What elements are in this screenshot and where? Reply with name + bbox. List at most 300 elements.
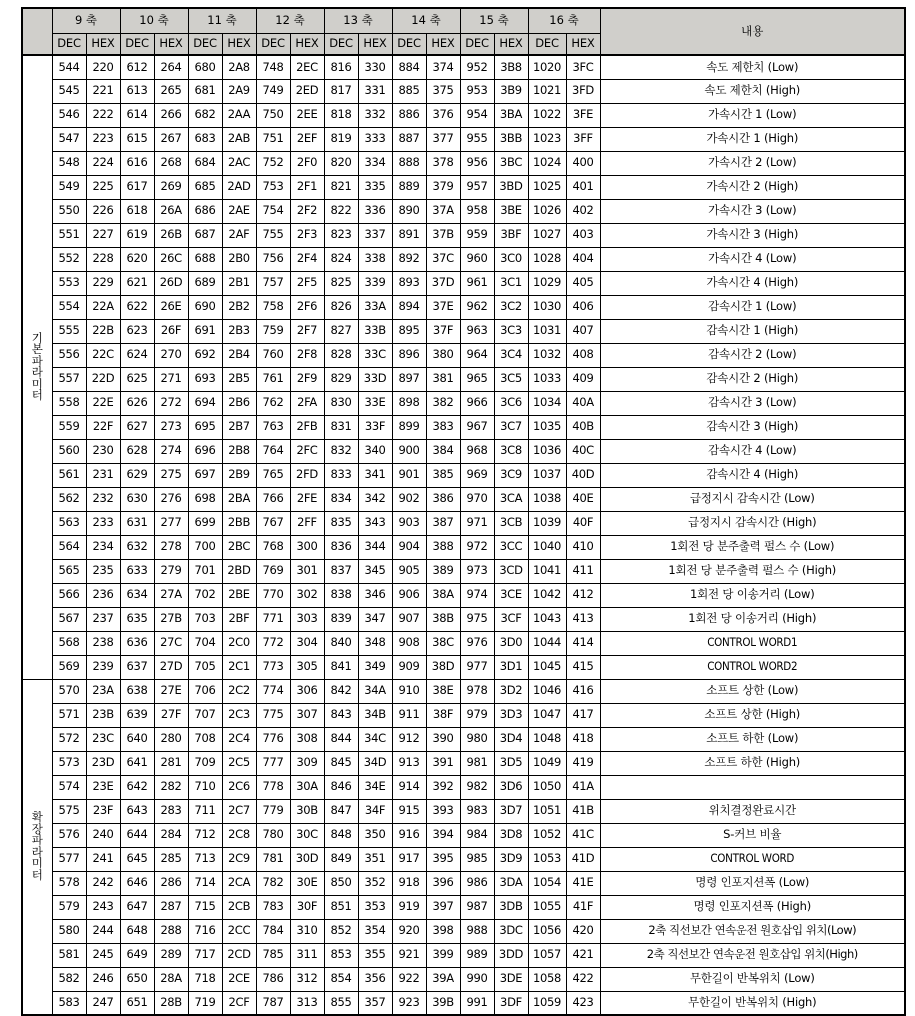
cell-content-description: 소프트 상한 (Low) — [600, 679, 905, 703]
cell-axis9-dec: 545 — [52, 79, 86, 103]
cell-axis12-dec: 750 — [256, 103, 290, 127]
cell-axis14-hex: 384 — [426, 439, 460, 463]
cell-axis14-dec: 912 — [392, 727, 426, 751]
cell-content-description: 속도 제한치 (High) — [600, 79, 905, 103]
cell-axis10-hex: 287 — [154, 895, 188, 919]
cell-axis10-dec: 647 — [120, 895, 154, 919]
cell-axis16-hex: 415 — [566, 655, 600, 679]
cell-axis9-hex: 231 — [86, 463, 120, 487]
cell-axis13-dec: 818 — [324, 103, 358, 127]
header-hex-9: HEX — [86, 33, 120, 55]
cell-axis15-dec: 970 — [460, 487, 494, 511]
cell-axis11-dec: 706 — [188, 679, 222, 703]
cell-axis15-hex: 3D2 — [494, 679, 528, 703]
cell-axis11-hex: 2BF — [222, 607, 256, 631]
cell-axis11-hex: 2BE — [222, 583, 256, 607]
cell-axis10-dec: 637 — [120, 655, 154, 679]
cell-axis10-hex: 284 — [154, 823, 188, 847]
cell-axis14-dec: 895 — [392, 319, 426, 343]
cell-axis14-dec: 897 — [392, 367, 426, 391]
table-header — [22, 8, 905, 55]
cell-axis14-dec: 896 — [392, 343, 426, 367]
cell-axis12-hex: 30A — [290, 775, 324, 799]
cell-axis12-hex: 2F3 — [290, 223, 324, 247]
cell-axis16-hex: 420 — [566, 919, 600, 943]
cell-axis11-hex: 2B9 — [222, 463, 256, 487]
cell-axis11-hex: 2AB — [222, 127, 256, 151]
cell-axis14-dec: 913 — [392, 751, 426, 775]
table-row — [22, 415, 905, 439]
cell-axis10-dec: 648 — [120, 919, 154, 943]
cell-axis10-hex: 26F — [154, 319, 188, 343]
cell-axis12-dec: 780 — [256, 823, 290, 847]
cell-axis15-dec: 957 — [460, 175, 494, 199]
cell-content-description: 가속시간 4 (Low) — [600, 247, 905, 271]
cell-content-description: 2축 직선보간 연속운전 원호삽입 위치(Low) — [600, 919, 905, 943]
cell-axis9-dec: 573 — [52, 751, 86, 775]
cell-axis16-dec: 1059 — [528, 991, 566, 1015]
cell-axis14-hex: 398 — [426, 919, 460, 943]
table-row — [22, 823, 905, 847]
cell-content-description: 명령 인포지션폭 (High) — [600, 895, 905, 919]
cell-axis10-hex: 27F — [154, 703, 188, 727]
header-dec-16: DEC — [528, 33, 566, 55]
cell-axis15-hex: 3BE — [494, 199, 528, 223]
cell-axis13-hex: 355 — [358, 943, 392, 967]
cell-axis11-dec: 698 — [188, 487, 222, 511]
cell-axis16-hex: 401 — [566, 175, 600, 199]
cell-axis15-hex: 3CE — [494, 583, 528, 607]
cell-axis13-dec: 848 — [324, 823, 358, 847]
section-label-extended-parameter — [22, 679, 52, 1015]
cell-axis15-dec: 980 — [460, 727, 494, 751]
cell-axis14-hex: 37A — [426, 199, 460, 223]
cell-axis15-dec: 953 — [460, 79, 494, 103]
cell-axis12-hex: 302 — [290, 583, 324, 607]
cell-content-description: 위치결정완료시간 — [600, 799, 905, 823]
cell-content-description: CONTROL WORD2 — [600, 655, 905, 679]
cell-axis15-dec: 955 — [460, 127, 494, 151]
cell-axis10-hex: 28A — [154, 967, 188, 991]
cell-axis15-dec: 991 — [460, 991, 494, 1015]
cell-axis9-dec: 572 — [52, 727, 86, 751]
header-content: 내용 — [600, 8, 905, 55]
cell-axis10-dec: 615 — [120, 127, 154, 151]
cell-axis15-hex: 3DF — [494, 991, 528, 1015]
cell-axis10-hex: 283 — [154, 799, 188, 823]
cell-axis13-hex: 33D — [358, 367, 392, 391]
cell-axis12-hex: 2FF — [290, 511, 324, 535]
cell-axis14-hex: 38B — [426, 607, 460, 631]
cell-axis16-hex: 41C — [566, 823, 600, 847]
cell-axis11-dec: 689 — [188, 271, 222, 295]
cell-axis15-dec: 965 — [460, 367, 494, 391]
cell-axis15-dec: 988 — [460, 919, 494, 943]
cell-axis14-hex: 38F — [426, 703, 460, 727]
cell-axis10-hex: 288 — [154, 919, 188, 943]
cell-axis10-hex: 281 — [154, 751, 188, 775]
cell-axis13-dec: 836 — [324, 535, 358, 559]
cell-axis13-dec: 838 — [324, 583, 358, 607]
section-label-char: 파 — [31, 353, 43, 368]
cell-axis10-dec: 612 — [120, 55, 154, 79]
cell-axis12-dec: 759 — [256, 319, 290, 343]
section-label-char: 장 — [31, 821, 43, 836]
cell-axis16-dec: 1032 — [528, 343, 566, 367]
cell-axis13-dec: 817 — [324, 79, 358, 103]
cell-axis14-dec: 921 — [392, 943, 426, 967]
cell-axis13-dec: 841 — [324, 655, 358, 679]
cell-axis15-dec: 977 — [460, 655, 494, 679]
cell-axis12-dec: 758 — [256, 295, 290, 319]
cell-axis16-dec: 1024 — [528, 151, 566, 175]
cell-axis9-hex: 23F — [86, 799, 120, 823]
cell-axis12-hex: 30D — [290, 847, 324, 871]
table-row — [22, 439, 905, 463]
cell-axis9-hex: 244 — [86, 919, 120, 943]
cell-axis15-dec: 966 — [460, 391, 494, 415]
cell-axis12-hex: 2F8 — [290, 343, 324, 367]
cell-axis11-hex: 2C4 — [222, 727, 256, 751]
section-label-char: 본 — [31, 342, 43, 357]
cell-axis11-dec: 707 — [188, 703, 222, 727]
table-row — [22, 247, 905, 271]
cell-content-description: CONTROL WORD — [600, 847, 905, 871]
cell-axis12-hex: 2ED — [290, 79, 324, 103]
cell-axis9-dec: 561 — [52, 463, 86, 487]
cell-axis16-hex: 3FE — [566, 103, 600, 127]
cell-content-description: 감속시간 4 (High) — [600, 463, 905, 487]
cell-axis13-dec: 854 — [324, 967, 358, 991]
cell-axis16-dec: 1029 — [528, 271, 566, 295]
cell-axis11-dec: 710 — [188, 775, 222, 799]
cell-axis14-hex: 381 — [426, 367, 460, 391]
cell-axis13-dec: 835 — [324, 511, 358, 535]
cell-axis11-hex: 2B4 — [222, 343, 256, 367]
table-row — [22, 727, 905, 751]
cell-axis13-dec: 849 — [324, 847, 358, 871]
cell-axis16-dec: 1057 — [528, 943, 566, 967]
cell-axis12-dec: 768 — [256, 535, 290, 559]
header-dec-11: DEC — [188, 33, 222, 55]
cell-axis13-hex: 349 — [358, 655, 392, 679]
cell-axis12-dec: 757 — [256, 271, 290, 295]
cell-axis15-dec: 976 — [460, 631, 494, 655]
cell-axis9-dec: 574 — [52, 775, 86, 799]
cell-axis13-hex: 346 — [358, 583, 392, 607]
cell-axis12-dec: 776 — [256, 727, 290, 751]
cell-axis11-dec: 703 — [188, 607, 222, 631]
cell-axis16-dec: 1046 — [528, 679, 566, 703]
cell-axis15-dec: 956 — [460, 151, 494, 175]
cell-axis10-hex: 264 — [154, 55, 188, 79]
cell-axis15-dec: 973 — [460, 559, 494, 583]
cell-axis15-hex: 3C6 — [494, 391, 528, 415]
cell-axis10-dec: 639 — [120, 703, 154, 727]
cell-axis12-hex: 310 — [290, 919, 324, 943]
cell-axis15-dec: 954 — [460, 103, 494, 127]
cell-axis16-hex: 410 — [566, 535, 600, 559]
cell-axis16-hex: 41D — [566, 847, 600, 871]
cell-axis13-hex: 33B — [358, 319, 392, 343]
cell-axis13-dec: 816 — [324, 55, 358, 79]
cell-axis10-dec: 638 — [120, 679, 154, 703]
cell-axis11-dec: 712 — [188, 823, 222, 847]
parameter-table-sheet — [21, 7, 893, 1016]
cell-axis15-dec: 969 — [460, 463, 494, 487]
cell-axis9-hex: 22E — [86, 391, 120, 415]
cell-axis16-dec: 1020 — [528, 55, 566, 79]
cell-axis9-hex: 228 — [86, 247, 120, 271]
cell-axis11-hex: 2BD — [222, 559, 256, 583]
cell-axis9-hex: 23C — [86, 727, 120, 751]
cell-axis9-dec: 563 — [52, 511, 86, 535]
cell-axis9-hex: 234 — [86, 535, 120, 559]
cell-axis16-hex: 411 — [566, 559, 600, 583]
table-row — [22, 655, 905, 679]
cell-axis10-hex: 26B — [154, 223, 188, 247]
cell-axis10-dec: 649 — [120, 943, 154, 967]
cell-axis16-hex: 421 — [566, 943, 600, 967]
cell-axis16-dec: 1033 — [528, 367, 566, 391]
table-row — [22, 223, 905, 247]
cell-axis15-dec: 974 — [460, 583, 494, 607]
cell-axis13-hex: 33C — [358, 343, 392, 367]
cell-axis13-dec: 825 — [324, 271, 358, 295]
cell-axis15-hex: 3C1 — [494, 271, 528, 295]
cell-content-description: 감속시간 1 (High) — [600, 319, 905, 343]
cell-axis12-hex: 30C — [290, 823, 324, 847]
cell-axis10-dec: 643 — [120, 799, 154, 823]
cell-axis15-hex: 3D4 — [494, 727, 528, 751]
cell-axis10-dec: 628 — [120, 439, 154, 463]
cell-axis13-hex: 330 — [358, 55, 392, 79]
cell-axis11-hex: 2CD — [222, 943, 256, 967]
cell-axis11-hex: 2AF — [222, 223, 256, 247]
cell-axis13-dec: 845 — [324, 751, 358, 775]
cell-axis15-hex: 3BA — [494, 103, 528, 127]
cell-axis9-dec: 558 — [52, 391, 86, 415]
table-row — [22, 703, 905, 727]
cell-axis14-hex: 399 — [426, 943, 460, 967]
cell-axis16-dec: 1039 — [528, 511, 566, 535]
cell-axis11-dec: 709 — [188, 751, 222, 775]
cell-axis11-hex: 2CA — [222, 871, 256, 895]
cell-axis9-hex: 242 — [86, 871, 120, 895]
cell-axis16-dec: 1053 — [528, 847, 566, 871]
cell-axis14-dec: 891 — [392, 223, 426, 247]
cell-axis14-hex: 37D — [426, 271, 460, 295]
cell-axis12-hex: 2F4 — [290, 247, 324, 271]
cell-axis9-dec: 583 — [52, 991, 86, 1015]
cell-axis15-hex: 3CD — [494, 559, 528, 583]
cell-axis16-hex: 422 — [566, 967, 600, 991]
cell-axis15-hex: 3CC — [494, 535, 528, 559]
cell-axis10-hex: 275 — [154, 463, 188, 487]
cell-axis12-hex: 2FD — [290, 463, 324, 487]
cell-axis13-hex: 34E — [358, 775, 392, 799]
cell-axis11-dec: 688 — [188, 247, 222, 271]
cell-axis12-dec: 773 — [256, 655, 290, 679]
cell-axis11-hex: 2CC — [222, 919, 256, 943]
cell-axis14-hex: 376 — [426, 103, 460, 127]
cell-axis14-hex: 395 — [426, 847, 460, 871]
cell-axis10-hex: 289 — [154, 943, 188, 967]
cell-axis11-hex: 2C9 — [222, 847, 256, 871]
cell-axis12-dec: 787 — [256, 991, 290, 1015]
cell-axis11-dec: 716 — [188, 919, 222, 943]
cell-axis15-dec: 986 — [460, 871, 494, 895]
cell-axis14-dec: 909 — [392, 655, 426, 679]
cell-axis13-hex: 351 — [358, 847, 392, 871]
cell-axis13-dec: 842 — [324, 679, 358, 703]
cell-axis13-dec: 839 — [324, 607, 358, 631]
cell-axis14-dec: 904 — [392, 535, 426, 559]
cell-axis15-dec: 958 — [460, 199, 494, 223]
cell-axis11-hex: 2BC — [222, 535, 256, 559]
cell-axis15-hex: 3D3 — [494, 703, 528, 727]
cell-axis15-hex: 3BD — [494, 175, 528, 199]
cell-axis14-dec: 885 — [392, 79, 426, 103]
cell-axis15-dec: 989 — [460, 943, 494, 967]
cell-axis9-hex: 22A — [86, 295, 120, 319]
cell-axis10-hex: 26D — [154, 271, 188, 295]
cell-axis15-dec: 968 — [460, 439, 494, 463]
cell-axis12-dec: 779 — [256, 799, 290, 823]
cell-axis14-hex: 39B — [426, 991, 460, 1015]
cell-axis9-hex: 235 — [86, 559, 120, 583]
cell-axis13-dec: 827 — [324, 319, 358, 343]
cell-axis11-dec: 691 — [188, 319, 222, 343]
cell-axis14-dec: 911 — [392, 703, 426, 727]
cell-axis12-dec: 767 — [256, 511, 290, 535]
cell-axis13-dec: 844 — [324, 727, 358, 751]
cell-axis12-hex: 303 — [290, 607, 324, 631]
cell-axis12-hex: 312 — [290, 967, 324, 991]
header-axis-14: 14 축 — [392, 8, 460, 33]
cell-axis11-dec: 715 — [188, 895, 222, 919]
cell-axis14-dec: 919 — [392, 895, 426, 919]
cell-axis10-dec: 618 — [120, 199, 154, 223]
cell-axis14-dec: 899 — [392, 415, 426, 439]
cell-axis14-hex: 38A — [426, 583, 460, 607]
table-row — [22, 991, 905, 1015]
cell-axis9-hex: 240 — [86, 823, 120, 847]
cell-axis12-hex: 2F6 — [290, 295, 324, 319]
cell-axis16-hex: 406 — [566, 295, 600, 319]
section-label-char: 라 — [31, 844, 43, 859]
cell-axis14-dec: 922 — [392, 967, 426, 991]
cell-axis9-dec: 550 — [52, 199, 86, 223]
cell-axis13-hex: 357 — [358, 991, 392, 1015]
cell-axis12-hex: 30E — [290, 871, 324, 895]
cell-axis9-hex: 245 — [86, 943, 120, 967]
cell-axis13-dec: 853 — [324, 943, 358, 967]
cell-axis14-hex: 37C — [426, 247, 460, 271]
cell-axis10-hex: 26E — [154, 295, 188, 319]
cell-axis11-dec: 700 — [188, 535, 222, 559]
cell-axis16-dec: 1021 — [528, 79, 566, 103]
cell-axis10-hex: 26A — [154, 199, 188, 223]
cell-axis12-hex: 2FC — [290, 439, 324, 463]
cell-axis12-dec: 749 — [256, 79, 290, 103]
cell-axis14-hex: 389 — [426, 559, 460, 583]
cell-axis15-hex: 3D0 — [494, 631, 528, 655]
cell-axis11-dec: 694 — [188, 391, 222, 415]
cell-axis11-hex: 2C8 — [222, 823, 256, 847]
cell-content-description: 감속시간 2 (High) — [600, 367, 905, 391]
cell-axis16-dec: 1050 — [528, 775, 566, 799]
cell-content-description: 가속시간 1 (Low) — [600, 103, 905, 127]
cell-axis16-hex: 423 — [566, 991, 600, 1015]
cell-axis11-hex: 2C5 — [222, 751, 256, 775]
table-row — [22, 487, 905, 511]
cell-axis10-dec: 646 — [120, 871, 154, 895]
cell-axis11-hex: 2C2 — [222, 679, 256, 703]
cell-axis15-dec: 971 — [460, 511, 494, 535]
cell-axis11-hex: 2C3 — [222, 703, 256, 727]
cell-axis11-dec: 713 — [188, 847, 222, 871]
cell-content-description — [600, 775, 905, 799]
cell-axis10-dec: 651 — [120, 991, 154, 1015]
cell-axis9-dec: 577 — [52, 847, 86, 871]
cell-axis9-hex: 232 — [86, 487, 120, 511]
table-row — [22, 919, 905, 943]
table-row — [22, 343, 905, 367]
cell-axis9-dec: 571 — [52, 703, 86, 727]
cell-axis13-hex: 335 — [358, 175, 392, 199]
cell-axis16-hex: 41E — [566, 871, 600, 895]
cell-axis10-hex: 286 — [154, 871, 188, 895]
cell-axis9-hex: 23B — [86, 703, 120, 727]
cell-axis16-dec: 1022 — [528, 103, 566, 127]
table-row — [22, 319, 905, 343]
cell-axis15-hex: 3D5 — [494, 751, 528, 775]
cell-axis12-dec: 782 — [256, 871, 290, 895]
cell-axis10-hex: 27A — [154, 583, 188, 607]
cell-axis10-dec: 633 — [120, 559, 154, 583]
cell-axis9-hex: 238 — [86, 631, 120, 655]
cell-content-description: 1회전 당 분주출력 펄스 수 (Low) — [600, 535, 905, 559]
cell-axis11-dec: 702 — [188, 583, 222, 607]
header-axis-9: 9 축 — [52, 8, 120, 33]
cell-axis11-dec: 680 — [188, 55, 222, 79]
cell-axis10-hex: 26C — [154, 247, 188, 271]
cell-axis12-dec: 765 — [256, 463, 290, 487]
table-row — [22, 895, 905, 919]
cell-axis14-dec: 907 — [392, 607, 426, 631]
table-row — [22, 679, 905, 703]
cell-axis12-hex: 2EE — [290, 103, 324, 127]
header-axis-12: 12 축 — [256, 8, 324, 33]
cell-axis14-hex: 394 — [426, 823, 460, 847]
cell-axis16-hex: 414 — [566, 631, 600, 655]
cell-axis14-dec: 914 — [392, 775, 426, 799]
cell-axis9-dec: 567 — [52, 607, 86, 631]
cell-axis12-hex: 2FE — [290, 487, 324, 511]
cell-axis14-dec: 890 — [392, 199, 426, 223]
cell-axis12-dec: 778 — [256, 775, 290, 799]
cell-axis11-hex: 2A8 — [222, 55, 256, 79]
cell-axis11-dec: 717 — [188, 943, 222, 967]
cell-axis13-dec: 847 — [324, 799, 358, 823]
table-row — [22, 631, 905, 655]
cell-axis10-hex: 27D — [154, 655, 188, 679]
axis-parameter-table — [21, 7, 906, 1016]
cell-axis9-dec: 566 — [52, 583, 86, 607]
cell-axis15-hex: 3C0 — [494, 247, 528, 271]
cell-axis10-hex: 279 — [154, 559, 188, 583]
